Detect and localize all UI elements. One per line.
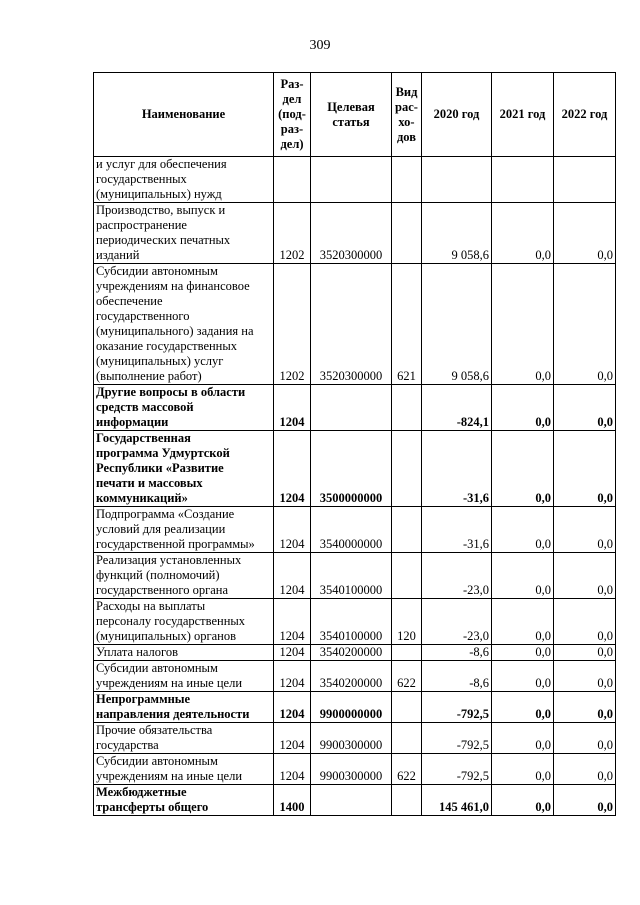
table-row bbox=[94, 264, 616, 385]
cell-article: 3540100000 bbox=[311, 553, 392, 599]
cell-section: 1204 bbox=[274, 754, 311, 785]
cell-2021: 0,0 bbox=[492, 599, 554, 645]
cell-2021: 0,0 bbox=[492, 661, 554, 692]
cell-name: Другие вопросы в области средств массовой информации bbox=[94, 385, 274, 431]
cell-section bbox=[274, 157, 311, 203]
table-row bbox=[94, 645, 616, 661]
header-2021: 2021 год bbox=[492, 73, 554, 157]
cell-2020: -31,6 bbox=[422, 431, 492, 507]
cell-article: 9900300000 bbox=[311, 723, 392, 754]
cell-article bbox=[311, 785, 392, 816]
cell-name: Межбюджетные трансферты общего bbox=[94, 785, 274, 816]
cell-name: Уплата налогов bbox=[94, 645, 274, 661]
cell-2020: -8,6 bbox=[422, 645, 492, 661]
cell-article: 9900000000 bbox=[311, 692, 392, 723]
table-row bbox=[94, 785, 616, 816]
cell-kind: 621 bbox=[392, 264, 422, 385]
cell-2022: 0,0 bbox=[554, 385, 616, 431]
cell-2022: 0,0 bbox=[554, 754, 616, 785]
cell-section: 1204 bbox=[274, 645, 311, 661]
cell-2020: -23,0 bbox=[422, 553, 492, 599]
cell-section: 1204 bbox=[274, 723, 311, 754]
cell-kind: 622 bbox=[392, 661, 422, 692]
cell-2022: 0,0 bbox=[554, 507, 616, 553]
cell-article bbox=[311, 157, 392, 203]
cell-2020: -792,5 bbox=[422, 723, 492, 754]
cell-kind bbox=[392, 157, 422, 203]
cell-2020: 145 461,0 bbox=[422, 785, 492, 816]
header-2022: 2022 год bbox=[554, 73, 616, 157]
cell-section: 1204 bbox=[274, 507, 311, 553]
cell-kind: 622 bbox=[392, 754, 422, 785]
cell-name: Производство, выпуск и распространение периодических печатных изданий bbox=[94, 203, 274, 264]
cell-kind bbox=[392, 723, 422, 754]
cell-2021: 0,0 bbox=[492, 785, 554, 816]
table-row bbox=[94, 661, 616, 692]
table-row bbox=[94, 385, 616, 431]
table-row bbox=[94, 599, 616, 645]
cell-article bbox=[311, 385, 392, 431]
header-2020: 2020 год bbox=[422, 73, 492, 157]
cell-2020: 9 058,6 bbox=[422, 264, 492, 385]
budget-table bbox=[93, 72, 616, 816]
header-section-text: Раз- дел (под- раз- дел) bbox=[278, 77, 306, 151]
cell-2021: 0,0 bbox=[492, 553, 554, 599]
cell-2020: -8,6 bbox=[422, 661, 492, 692]
table-row bbox=[94, 157, 616, 203]
cell-2020: -23,0 bbox=[422, 599, 492, 645]
cell-name: Субсидии автономным учреждениям на иные цели bbox=[94, 661, 274, 692]
cell-2020: 9 058,6 bbox=[422, 203, 492, 264]
cell-name: Подпрограмма «Создание условий для реализации государственной программы» bbox=[94, 507, 274, 553]
cell-article: 9900300000 bbox=[311, 754, 392, 785]
table-row bbox=[94, 692, 616, 723]
cell-name: Субсидии автономным учреждениям на иные цели bbox=[94, 754, 274, 785]
cell-2021: 0,0 bbox=[492, 692, 554, 723]
table-header-row bbox=[94, 73, 616, 157]
cell-article: 3540200000 bbox=[311, 661, 392, 692]
cell-2021: 0,0 bbox=[492, 507, 554, 553]
cell-section: 1202 bbox=[274, 264, 311, 385]
cell-2022 bbox=[554, 157, 616, 203]
cell-2022: 0,0 bbox=[554, 785, 616, 816]
cell-kind bbox=[392, 785, 422, 816]
cell-2020: -824,1 bbox=[422, 385, 492, 431]
cell-kind bbox=[392, 692, 422, 723]
cell-article: 3540200000 bbox=[311, 645, 392, 661]
cell-2022: 0,0 bbox=[554, 645, 616, 661]
header-article-text: Целевая статья bbox=[327, 99, 375, 129]
cell-kind bbox=[392, 645, 422, 661]
table-row bbox=[94, 431, 616, 507]
page-number: 309 bbox=[309, 38, 331, 53]
cell-2022: 0,0 bbox=[554, 264, 616, 385]
table-row bbox=[94, 203, 616, 264]
table-body bbox=[94, 157, 616, 816]
cell-2020 bbox=[422, 157, 492, 203]
cell-2022: 0,0 bbox=[554, 723, 616, 754]
cell-2020: -792,5 bbox=[422, 692, 492, 723]
table-row bbox=[94, 723, 616, 754]
cell-2022: 0,0 bbox=[554, 692, 616, 723]
cell-2021: 0,0 bbox=[492, 264, 554, 385]
cell-2020: -792,5 bbox=[422, 754, 492, 785]
cell-article: 3500000000 bbox=[311, 431, 392, 507]
cell-article: 3520300000 bbox=[311, 203, 392, 264]
cell-section: 1204 bbox=[274, 553, 311, 599]
cell-2022: 0,0 bbox=[554, 431, 616, 507]
cell-name: Государственная программа Удмуртской Республики «Развитие печати и массовых коммуникаций» bbox=[94, 431, 274, 507]
header-name: Наименование bbox=[94, 73, 274, 157]
cell-2021: 0,0 bbox=[492, 385, 554, 431]
cell-section: 1204 bbox=[274, 431, 311, 507]
cell-2020: -31,6 bbox=[422, 507, 492, 553]
cell-2022: 0,0 bbox=[554, 203, 616, 264]
header-section bbox=[274, 73, 311, 157]
cell-kind: 120 bbox=[392, 599, 422, 645]
cell-2021: 0,0 bbox=[492, 431, 554, 507]
cell-2021: 0,0 bbox=[492, 723, 554, 754]
cell-name: Расходы на выплаты персоналу государственных (муниципальных) органов bbox=[94, 599, 274, 645]
cell-article: 3520300000 bbox=[311, 264, 392, 385]
cell-2022: 0,0 bbox=[554, 553, 616, 599]
cell-2021: 0,0 bbox=[492, 645, 554, 661]
cell-section: 1202 bbox=[274, 203, 311, 264]
cell-section: 1204 bbox=[274, 661, 311, 692]
cell-section: 1204 bbox=[274, 692, 311, 723]
cell-kind bbox=[392, 385, 422, 431]
header-kind-text: Вид рас- хо- дов bbox=[395, 84, 418, 144]
cell-kind bbox=[392, 203, 422, 264]
cell-2022: 0,0 bbox=[554, 599, 616, 645]
cell-kind bbox=[392, 507, 422, 553]
cell-2021 bbox=[492, 157, 554, 203]
table-row bbox=[94, 507, 616, 553]
cell-kind bbox=[392, 431, 422, 507]
cell-name: Непрограммные направления деятельности bbox=[94, 692, 274, 723]
header-article bbox=[311, 73, 392, 157]
cell-article: 3540100000 bbox=[311, 599, 392, 645]
cell-2021: 0,0 bbox=[492, 203, 554, 264]
cell-section: 1204 bbox=[274, 385, 311, 431]
cell-kind bbox=[392, 553, 422, 599]
header-kind bbox=[392, 73, 422, 157]
cell-section: 1400 bbox=[274, 785, 311, 816]
cell-name: и услуг для обеспечения государственных (муниципальных) нужд bbox=[94, 157, 274, 203]
table-row bbox=[94, 553, 616, 599]
cell-article: 3540000000 bbox=[311, 507, 392, 553]
cell-name: Реализация установленных функций (полномочий) государственного органа bbox=[94, 553, 274, 599]
table-row bbox=[94, 754, 616, 785]
cell-2021: 0,0 bbox=[492, 754, 554, 785]
cell-2022: 0,0 bbox=[554, 661, 616, 692]
cell-name: Прочие обязательства государства bbox=[94, 723, 274, 754]
cell-name: Субсидии автономным учреждениям на финансовое обеспечение государственного (муниципального) задания на оказание государственных (муниципальных) услуг (выполнение работ) bbox=[94, 264, 274, 385]
cell-section: 1204 bbox=[274, 599, 311, 645]
